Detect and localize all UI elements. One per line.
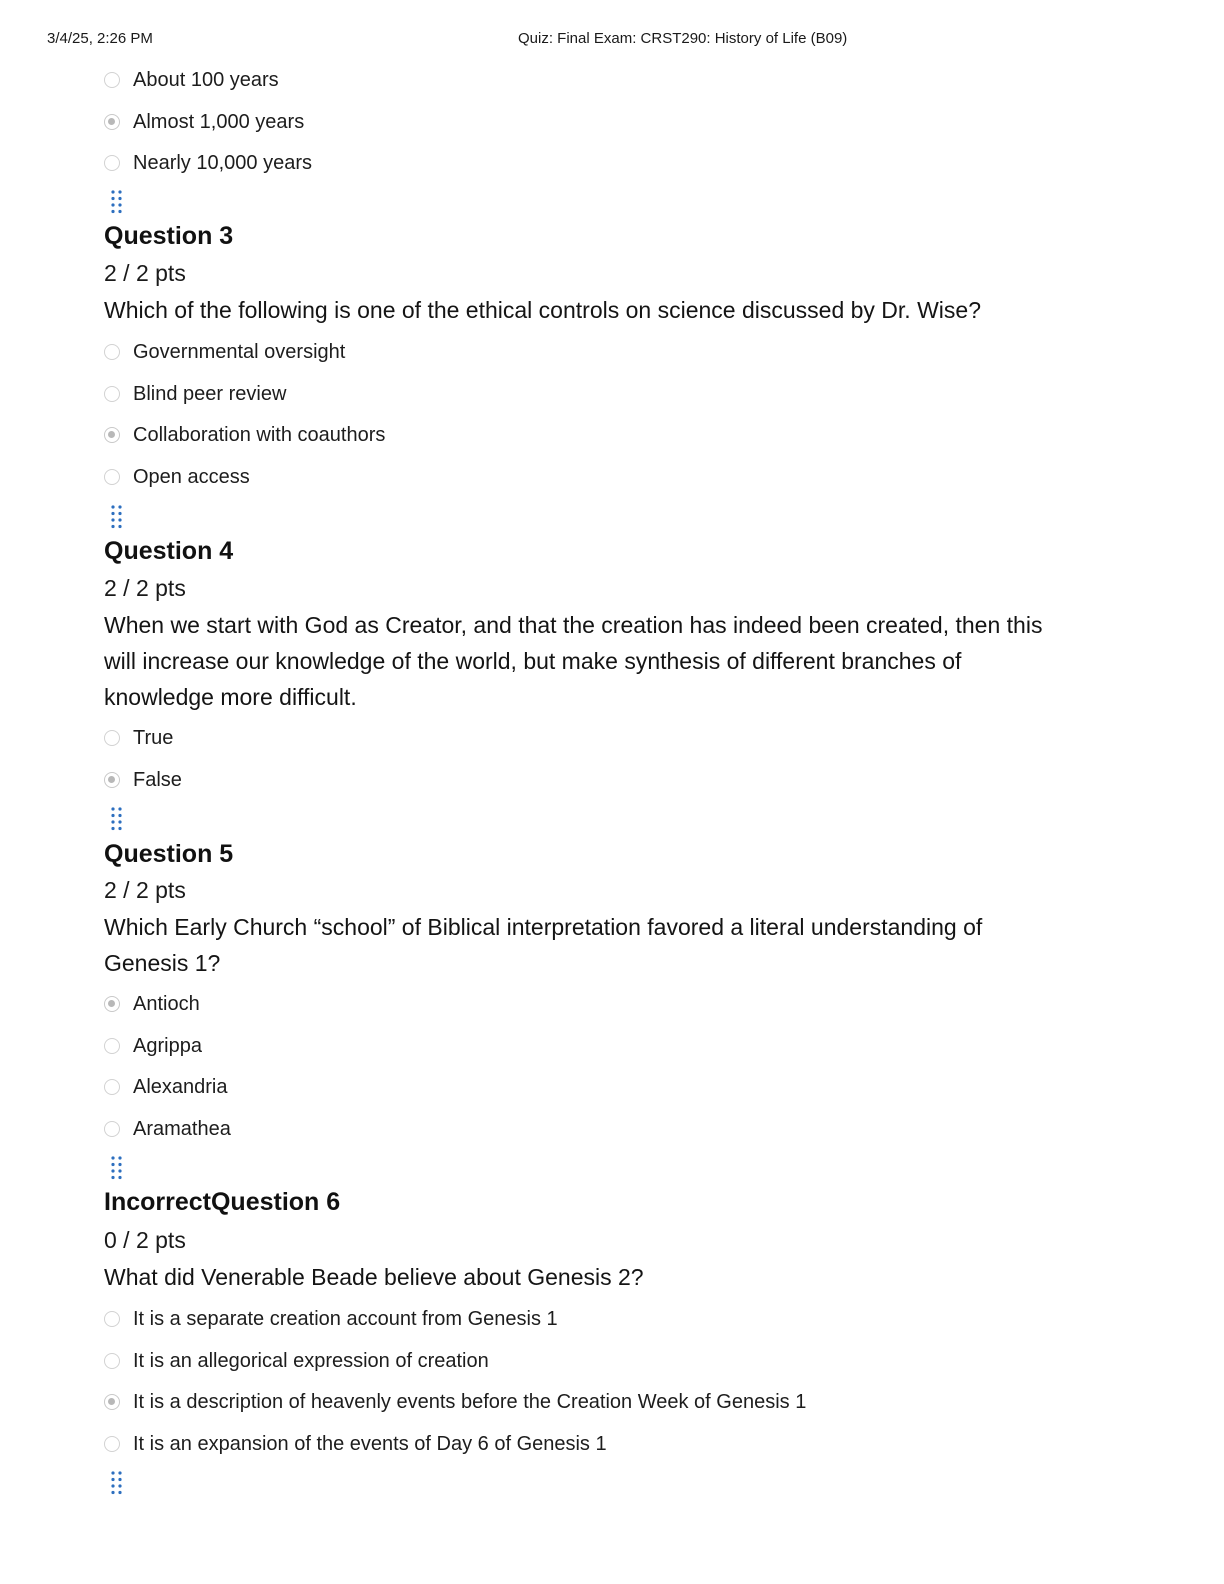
question-title: Question 3 xyxy=(104,222,234,250)
radio-button-icon[interactable] xyxy=(104,427,120,443)
answer-label: Governmental oversight xyxy=(133,340,346,363)
answer-option[interactable] xyxy=(104,991,200,1017)
print-datetime: 3/4/25, 2:26 PM xyxy=(47,30,153,47)
answer-option[interactable] xyxy=(104,464,250,490)
question-points: 2 / 2 pts xyxy=(104,575,186,601)
answer-option[interactable] xyxy=(104,1116,231,1142)
radio-button-icon[interactable] xyxy=(104,1353,120,1369)
answer-label: It is an allegorical expression of creation xyxy=(133,1349,489,1372)
radio-button-icon[interactable] xyxy=(104,1038,120,1054)
question-text: Which of the following is one of the ethical controls on science discussed by Dr. Wise? xyxy=(104,297,981,323)
answer-option[interactable] xyxy=(104,767,182,793)
answer-label: True xyxy=(133,726,174,749)
question-title: Question 5 xyxy=(104,840,234,868)
answer-option[interactable] xyxy=(104,422,385,448)
answer-label: Alexandria xyxy=(133,1075,228,1098)
answer-label: About 100 years xyxy=(133,68,279,91)
drag-handle-icon[interactable] xyxy=(110,806,124,832)
radio-button-icon[interactable] xyxy=(104,1311,120,1327)
drag-handle-icon[interactable] xyxy=(110,504,124,530)
answer-label: Blind peer review xyxy=(133,382,287,405)
answer-label: False xyxy=(133,768,182,791)
answer-label: It is an expansion of the events of Day 6 of Genesis 1 xyxy=(133,1432,607,1455)
answer-label: Antioch xyxy=(133,992,200,1015)
question-title: Question 4 xyxy=(104,537,234,565)
drag-handle-icon[interactable] xyxy=(110,1470,124,1496)
answer-option[interactable] xyxy=(104,1306,558,1332)
question-points: 0 / 2 pts xyxy=(104,1227,186,1253)
radio-button-icon[interactable] xyxy=(104,772,120,788)
answer-label: Aramathea xyxy=(133,1117,231,1140)
answer-label: It is a description of heavenly events before the Creation Week of Genesis 1 xyxy=(133,1390,807,1413)
answer-option[interactable] xyxy=(104,67,279,93)
answer-option[interactable] xyxy=(104,109,304,135)
answer-option[interactable] xyxy=(104,381,286,407)
radio-button-icon[interactable] xyxy=(104,114,120,130)
answer-label: Collaboration with coauthors xyxy=(133,423,386,446)
answer-label: Almost 1,000 years xyxy=(133,110,305,133)
radio-button-icon[interactable] xyxy=(104,1436,120,1452)
question-title: IncorrectQuestion 6 xyxy=(104,1188,341,1216)
question-text: What did Venerable Beade believe about Genesis 2? xyxy=(104,1264,644,1290)
answer-option[interactable] xyxy=(104,339,345,365)
answer-option[interactable] xyxy=(104,1074,228,1100)
answer-option[interactable] xyxy=(104,150,312,176)
radio-button-icon[interactable] xyxy=(104,344,120,360)
radio-button-icon[interactable] xyxy=(104,469,120,485)
answer-option[interactable] xyxy=(104,1033,202,1059)
radio-button-icon[interactable] xyxy=(104,1394,120,1410)
print-page-title: Quiz: Final Exam: CRST290: History of Life (B09) xyxy=(518,30,848,47)
radio-button-icon[interactable] xyxy=(104,72,120,88)
answer-label: Open access xyxy=(133,465,250,488)
question-text: Which Early Church “school” of Biblical interpretation favored a literal understanding of Genesis 1? xyxy=(104,914,983,976)
drag-handle-icon[interactable] xyxy=(110,1155,124,1181)
radio-button-icon[interactable] xyxy=(104,730,120,746)
radio-button-icon[interactable] xyxy=(104,996,120,1012)
radio-button-icon[interactable] xyxy=(104,1121,120,1137)
question-text: When we start with God as Creator, and that the creation has indeed been created, then this will increase our knowledge of the world, but make synthesis of different branches of knowledge more difficult. xyxy=(104,612,1043,710)
answer-option[interactable] xyxy=(104,1431,607,1457)
answer-label: It is a separate creation account from Genesis 1 xyxy=(133,1307,558,1330)
answer-option[interactable] xyxy=(104,1389,806,1415)
question-points: 2 / 2 pts xyxy=(104,260,186,286)
answer-option[interactable] xyxy=(104,725,173,751)
answer-label: Agrippa xyxy=(133,1034,202,1057)
answer-option[interactable] xyxy=(104,1348,489,1374)
radio-button-icon[interactable] xyxy=(104,155,120,171)
print-header xyxy=(0,30,1224,50)
question-points: 2 / 2 pts xyxy=(104,877,186,903)
radio-button-icon[interactable] xyxy=(104,386,120,402)
radio-button-icon[interactable] xyxy=(104,1079,120,1095)
answer-label: Nearly 10,000 years xyxy=(133,151,312,174)
drag-handle-icon[interactable] xyxy=(110,189,124,215)
